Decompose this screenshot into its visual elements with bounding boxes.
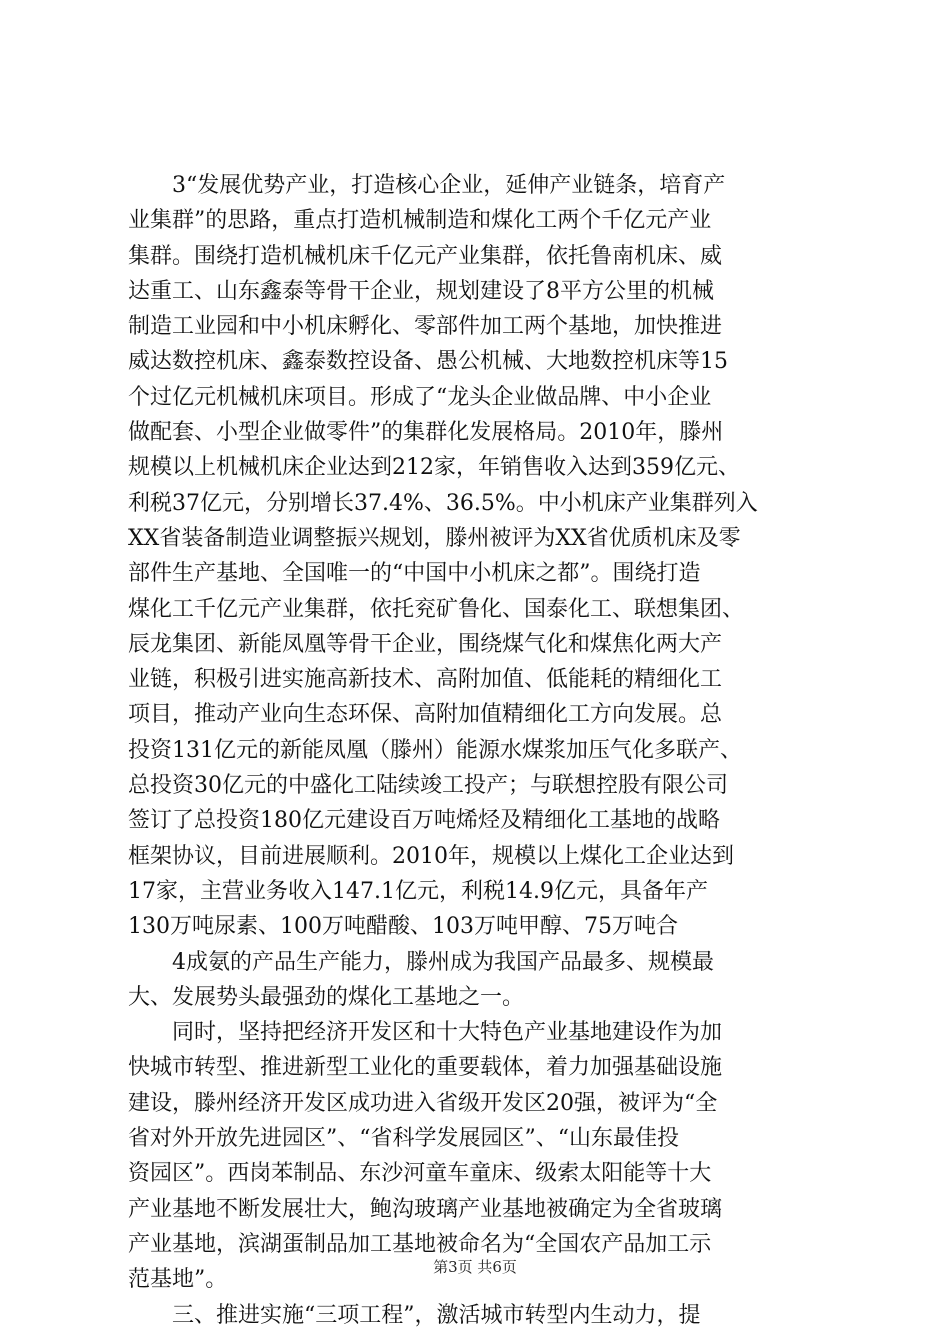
text-line: 范基地”。 — [128, 1267, 228, 1293]
text-line: 同时，坚持把经济开发区和十大特色产业基地建设作为加 — [172, 1020, 723, 1046]
text-line: 大、发展势头最强劲的煤化工基地之一。 — [128, 984, 525, 1010]
text-line: 规模以上机械机床企业达到212家，年销售收入达到359亿元、 — [128, 455, 740, 481]
text-line: 做配套、小型企业做零件”的集群化发展格局。2010年，滕州 — [128, 420, 724, 446]
text-line: 产业基地不断发展壮大，鲍沟玻璃产业基地被确定为全省玻璃 — [128, 1196, 723, 1222]
text-line: 总投资30亿元的中盛化工陆续竣工投产；与联想控股有限公司 — [128, 773, 728, 799]
page-number-footer: 第3页 共6页 — [433, 1258, 517, 1276]
text-line: 部件生产基地、全国唯一的“中国中小机床之都”。围绕打造 — [128, 561, 701, 587]
document-body — [128, 168, 828, 1333]
text-line: 框架协议，目前进展顺利。2010年，规模以上煤化工企业达到 — [128, 843, 734, 869]
text-line: 130万吨尿素、100万吨醋酸、103万吨甲醇、75万吨合 — [128, 914, 678, 940]
text-line: 签订了总投资180亿元建设百万吨烯烃及精细化工基地的战略 — [128, 808, 720, 834]
text-line: 建设，滕州经济开发区成功进入省级开发区20强，被评为“全 — [128, 1090, 718, 1116]
text-line: 4成氨的产品生产能力，滕州成为我国产品最多、规模最 — [172, 949, 714, 975]
text-line: 三、推进实施“三项工程”，激活城市转型内生动力，提 — [172, 1302, 701, 1328]
text-line: 3“发展优势产业，打造核心企业，延伸产业链条，培育产 — [172, 173, 726, 198]
text-line: 省对外开放先进园区”、“省科学发展园区”、“山东最佳投 — [128, 1126, 679, 1152]
text-line: 项目，推动产业向生态环保、高附加值精细化工方向发展。总 — [128, 702, 723, 728]
text-line: 个过亿元机械机床项目。形成了“龙头企业做品牌、中小企业 — [128, 384, 712, 410]
text-line: 投资131亿元的新能凤凰（滕州）能源水煤浆加压气化多联产、 — [128, 737, 742, 763]
text-line: 威达数控机床、鑫泰数控设备、愚公机械、大地数控机床等15 — [128, 349, 728, 375]
text-line: 利税37亿元，分别增长37.4%、36.5%。中小机床产业集群列入 — [128, 490, 758, 516]
text-line: 业链，积极引进实施高新技术、高附加值、低能耗的精细化工 — [128, 667, 723, 693]
text-line: 煤化工千亿元产业集群，依托兖矿鲁化、国泰化工、联想集团、 — [128, 596, 745, 622]
text-line: 产业基地，滨湖蛋制品加工基地被命名为“全国农产品加工示 — [128, 1231, 712, 1257]
text-line: 制造工业园和中小机床孵化、零部件加工两个基地，加快推进 — [128, 314, 723, 340]
text-line: 17家，主营业务收入147.1亿元，利税14.9亿元，具备年产 — [128, 878, 708, 904]
text-line: 达重工、山东鑫泰等骨干企业，规划建设了8平方公里的机械 — [128, 278, 714, 304]
text-line: 辰龙集团、新能凤凰等骨干企业，围绕煤气化和煤焦化两大产 — [128, 631, 723, 657]
text-line: 集群。围绕打造机械机床千亿元产业集群，依托鲁南机床、威 — [128, 243, 723, 269]
text-line: XX省装备制造业调整振兴规划，滕州被评为XX省优质机床及零 — [128, 525, 741, 551]
text-line: 快城市转型、推进新型工业化的重要载体，着力加强基础设施 — [128, 1055, 723, 1081]
text-line: 资园区”。西岗苯制品、东沙河童车童床、级索太阳能等十大 — [128, 1161, 712, 1187]
text-line: 业集群”的思路，重点打造机械制造和煤化工两个千亿元产业 — [128, 208, 712, 234]
